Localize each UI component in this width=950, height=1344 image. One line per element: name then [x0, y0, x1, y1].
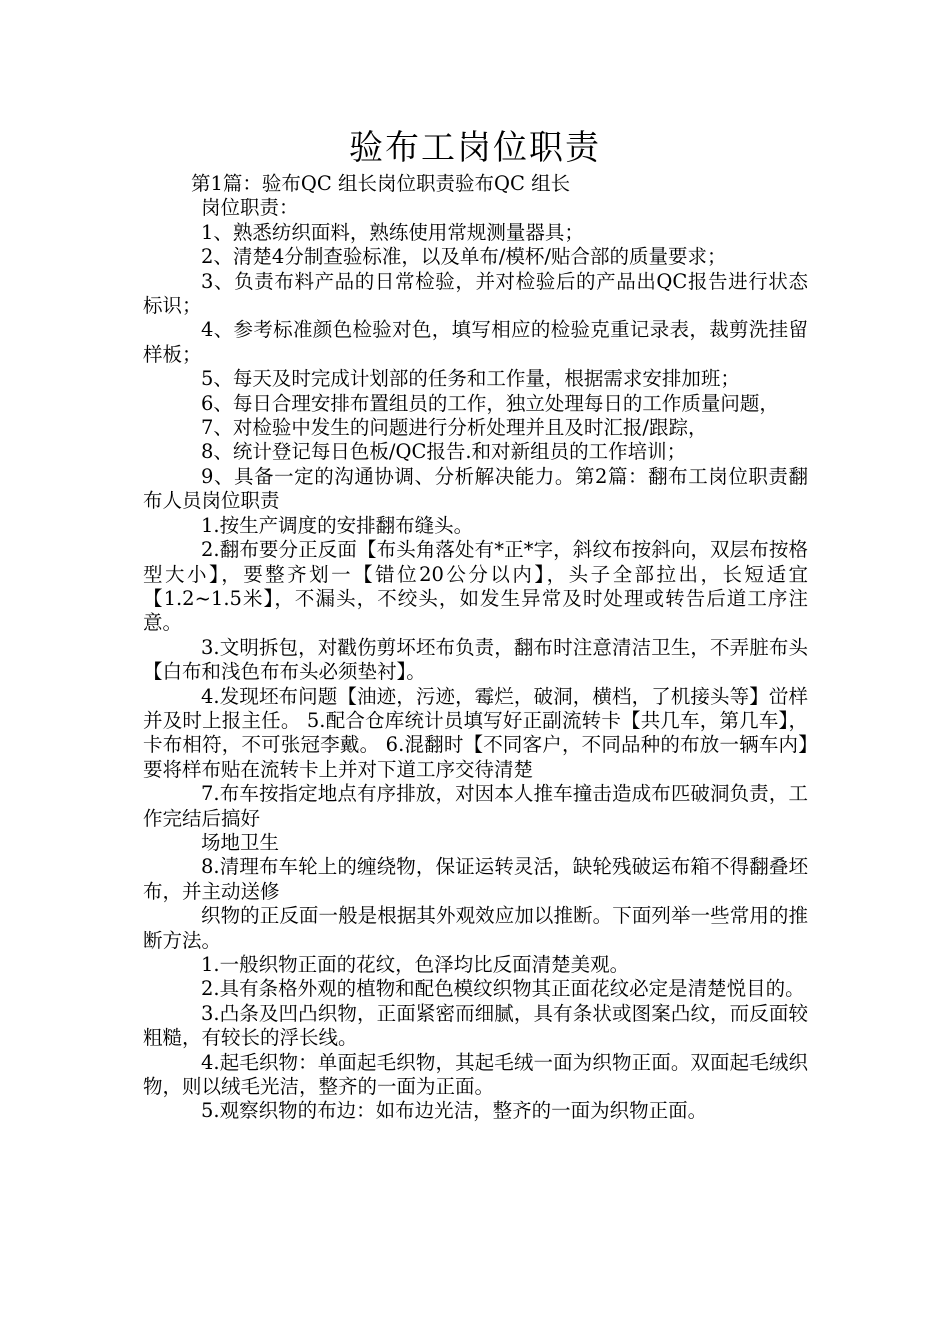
- paragraph: 3.文明拆包，对戳伤剪坏坯布负责，翻布时注意清洁卫生，不弄脏布头【白布和浅色布布头必须垫衬】。: [143, 635, 808, 684]
- paragraph: 第1篇：验布QC 组长岗位职责验布QC 组长: [191, 172, 571, 195]
- paragraph: 7、对检验中发生的问题进行分析处理并且及时汇报/跟踪，: [201, 416, 708, 440]
- paragraph: 2.翻布要分正反面【布头角落处有*正*字，斜纹布按斜向，双层布按格型大小】，要整齐划一【错位20公分以内】，头子全部拉出，长短适宜【1.2~1.5米】，不漏头，不绞头，如发生异常及时处理或转告后道工序注意。: [143, 538, 808, 635]
- paragraph: 8、统计登记每日色板/QC报告.和对新组员的工作培训；: [201, 440, 687, 464]
- paragraph: 1、熟悉纺织面料，熟练使用常规测量器具；: [201, 220, 584, 244]
- paragraph: 织物的正反面一般是根据其外观效应加以推断。下面列举一些常用的推断方法。: [143, 904, 808, 952]
- paragraph: 4、参考标准颜色检验对色，填写相应的检验克重记录表，裁剪洗挂留样板；: [143, 318, 808, 366]
- paragraph: 7.布车按指定地点有序排放，对因本人推车撞击造成布匹破洞负责，工作完结后搞好: [143, 782, 808, 830]
- paragraph: 1.一般织物正面的花纹，色泽均比反面清楚美观。: [201, 953, 630, 976]
- paragraph: 4.起毛织物：单面起毛织物，其起毛绒一面为织物正面。双面起毛绒织物，则以绒毛光洁，整齐的一面为正面。: [143, 1050, 808, 1099]
- document-title: 验布工岗位职责: [349, 128, 601, 168]
- paragraph: 2、清楚4分制查验标准，以及单布/模杯/贴合部的质量要求；: [201, 245, 727, 269]
- paragraph: 6、每日合理安排布置组员的工作，独立处理每日的工作质量问题，: [201, 391, 779, 415]
- paragraph: 3.凸条及凹凸织物，正面紧密而细腻，具有条状或图案凸纹，而反面较粗糙，有较长的浮长线。: [143, 1001, 808, 1050]
- paragraph: 岗位职责：: [201, 196, 299, 220]
- paragraph: 9、具备一定的沟通协调、分析解决能力。第2篇：翻布工岗位职责翻布人员岗位职责: [143, 464, 808, 513]
- paragraph: 5、每天及时完成计划部的任务和工作量，根据需求安排加班；: [201, 367, 740, 391]
- paragraph: 8.清理布车轮上的缠绕物，保证运转灵活，缺轮残破运布箱不得翻叠坯布，并主动送修: [143, 855, 808, 903]
- paragraph: 2.具有条格外观的植物和配色模纹织物其正面花纹必定是清楚悦目的。: [201, 977, 805, 1001]
- paragraph: 5.观察织物的布边：如布边光洁，整齐的一面为织物正面。: [201, 1099, 708, 1123]
- paragraph: 3、负责布料产品的日常检验，并对检验后的产品出QC报告进行状态标识；: [143, 269, 808, 318]
- document-body: [143, 172, 808, 1124]
- paragraph: 4.发现坯布问题【油迹，污迹，霉烂，破洞，横档，了机接头等】峃样并及时上报主任。 5.配合仓库统计员填写好正副流转卡【共几车，第几车】，卡布相符，不可张冠李戴。 6.混翻时【不同客户，不同品种的布放一辆车内】要将样布贴在流转卡上并对下道工序交待清楚: [143, 684, 808, 781]
- paragraph: 1.按生产调度的安排翻布缝头。: [201, 513, 474, 537]
- paragraph: 场地卫生: [201, 830, 280, 854]
